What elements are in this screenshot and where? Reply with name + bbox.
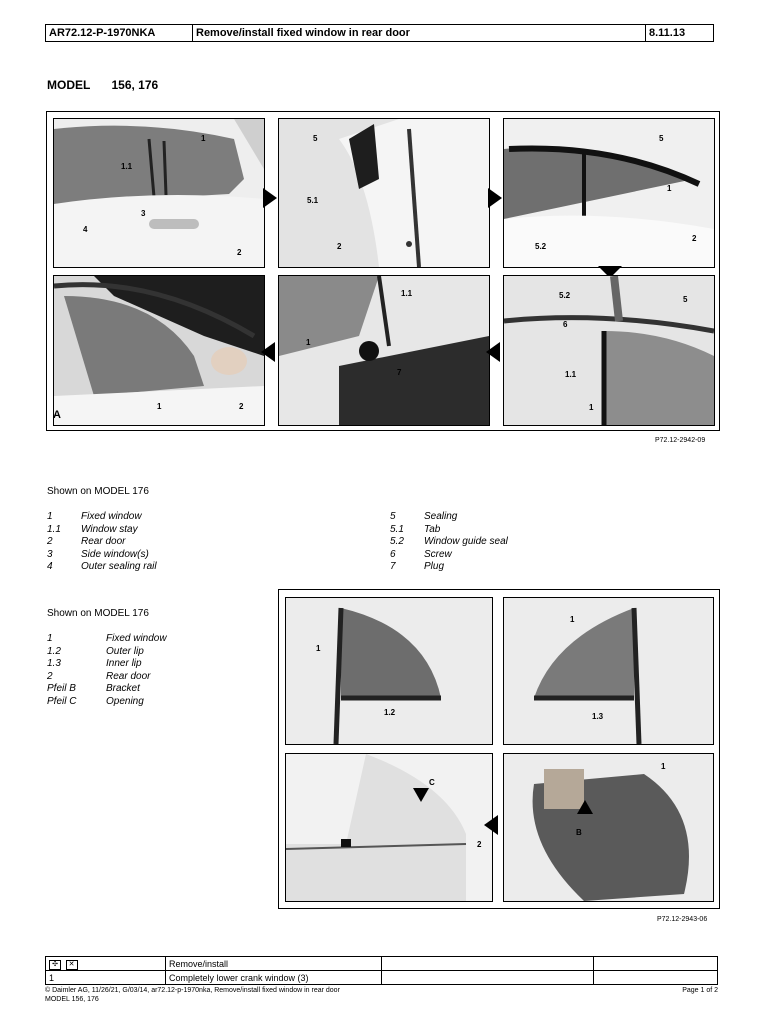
document-header — [45, 24, 714, 42]
doc-id: AR72.12-P-1970NKA — [46, 25, 193, 41]
callout: 6 — [563, 320, 568, 329]
callout: 2 — [337, 242, 342, 251]
arrow-down-icon — [413, 788, 429, 802]
callout: 5.2 — [559, 291, 571, 300]
callout: C — [429, 778, 435, 787]
callout: 1 — [661, 762, 666, 771]
step-label: Remove/install — [166, 957, 382, 971]
callout: 1.1 — [401, 289, 413, 298]
legend-item: 5.2 Window guide seal — [390, 536, 508, 547]
model-heading — [47, 78, 158, 92]
legend-1-left — [47, 511, 157, 574]
arrow-right-icon — [263, 188, 277, 208]
photo-door-overview — [53, 118, 265, 268]
callout: 1.2 — [384, 708, 396, 717]
empty-cell — [594, 971, 718, 985]
step-label: Completely lower crank window (3) — [166, 971, 382, 985]
callout: 5 — [683, 295, 688, 304]
legend-item: Pfeil B Bracket — [47, 683, 140, 694]
empty-cell — [382, 971, 594, 985]
figure-1 — [46, 111, 720, 431]
figure-2 — [278, 589, 720, 909]
legend-item: 1 Fixed window — [47, 633, 167, 644]
step-table — [45, 956, 718, 985]
arrow-left-icon — [486, 342, 500, 362]
callout: 1.1 — [121, 162, 133, 171]
cross-box-icon: ✕ — [66, 960, 78, 970]
table-row — [46, 971, 718, 985]
doc-version: 8.11.13 — [649, 27, 686, 39]
legend-item: Pfeil C Opening — [47, 695, 144, 707]
legend-item: 4 Outer sealing rail — [47, 561, 157, 572]
table-row — [46, 957, 718, 971]
legend-item: 2 Rear door — [47, 536, 126, 547]
arrow-left-icon — [261, 342, 275, 362]
legend-item: 1.2 Outer lip — [47, 645, 144, 657]
legend-2 — [47, 633, 167, 708]
legend-item: 5.1 Tab — [390, 523, 441, 535]
legend-1-right — [390, 511, 508, 574]
callout: 2 — [692, 234, 697, 243]
model-values: 156, 176 — [111, 78, 159, 92]
footer-model: MODEL 156, 176 — [45, 996, 99, 1003]
callout: 1 — [316, 644, 321, 653]
callout: 1 — [201, 134, 206, 143]
callout: 1.3 — [592, 712, 604, 721]
panel-letter: A — [53, 409, 61, 421]
callout: 3 — [141, 209, 146, 218]
legend-2-heading: Shown on MODEL 176 — [47, 608, 149, 619]
legend-item: 7 Plug — [390, 561, 445, 572]
legend-item: 2 Rear door — [47, 670, 151, 682]
photo-window-bracket — [503, 753, 714, 902]
callout: 2 — [477, 840, 482, 849]
callout: 1 — [306, 338, 311, 347]
tool-icons-cell — [46, 957, 166, 971]
callout: 1.1 — [565, 370, 577, 379]
empty-cell — [594, 957, 718, 971]
callout: 5.2 — [535, 242, 547, 251]
page-footer — [45, 986, 718, 1004]
photo-window-stay-plug — [278, 275, 490, 426]
callout: 4 — [83, 225, 88, 234]
legend-item: 1 Fixed window — [47, 511, 142, 522]
callout: 2 — [237, 248, 242, 257]
footer-copyright: © Daimler AG, 11/26/21, G/03/14, ar72.12-p-1970nka, Remove/install fixed window in rear door — [45, 987, 340, 994]
callout: 5 — [659, 134, 664, 143]
arrow-left-icon — [484, 815, 498, 835]
doc-title: Remove/install fixed window in rear door — [193, 25, 646, 41]
callout: 2 — [239, 402, 244, 411]
callout: 7 — [397, 368, 402, 377]
photo-fixed-window-inner-lip — [503, 597, 714, 745]
photo-fixed-window-outer-lip — [285, 597, 493, 745]
legend-item: 5 Sealing — [390, 511, 458, 522]
callout: 5.1 — [307, 196, 319, 205]
step-number: 1 — [46, 971, 166, 985]
figure-2-code: P72.12-2943-06 — [657, 916, 708, 923]
photo-rear-door-opening — [285, 753, 493, 902]
legend-item: 1.3 Inner lip — [47, 658, 142, 669]
arrow-up-icon — [577, 800, 593, 814]
callout: 1 — [589, 403, 594, 412]
legend-item: 1.1 Window stay — [47, 523, 138, 535]
arrow-right-icon — [488, 188, 502, 208]
callout: 5 — [313, 134, 318, 143]
empty-cell — [382, 957, 594, 971]
page-number: Page 1 of 2 — [682, 987, 718, 994]
model-label: MODEL — [47, 78, 91, 92]
callout: B — [576, 828, 582, 837]
callout: 1 — [570, 615, 575, 624]
legend-item: 6 Screw — [390, 548, 452, 560]
cross-arrows-icon: ✣ — [49, 960, 61, 970]
legend-item: 3 Side window(s) — [47, 548, 149, 560]
callout: 1 — [157, 402, 162, 411]
legend-1-heading: Shown on MODEL 176 — [47, 486, 149, 497]
callout: 1 — [667, 184, 672, 193]
figure-1-code: P72.12-2942-09 — [655, 437, 706, 444]
photo-seal-tab — [278, 118, 490, 268]
